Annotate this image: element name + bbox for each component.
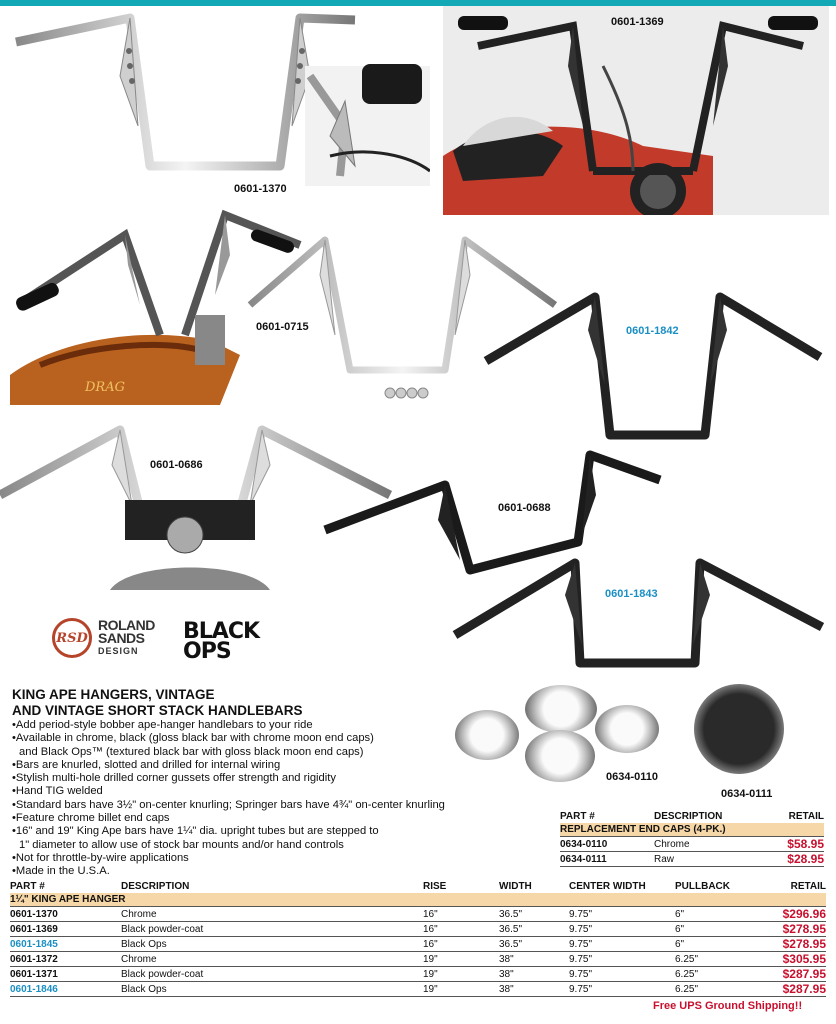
description: Black powder-coat bbox=[121, 967, 423, 982]
black-ops-logo-line2: OPS bbox=[183, 639, 231, 664]
description: Chrome bbox=[121, 907, 423, 922]
part-label-0601-0688: 0601-0688 bbox=[498, 502, 551, 514]
pullback: 6.25" bbox=[675, 982, 765, 997]
description: Black Ops bbox=[121, 982, 423, 997]
product-title-line1: KING APE HANGERS, VINTAGE bbox=[12, 687, 215, 702]
rsd-logo-line1: ROLAND bbox=[98, 616, 155, 633]
width: 38" bbox=[499, 967, 569, 982]
retail-price: $28.95 bbox=[764, 852, 824, 867]
description: Chrome bbox=[654, 837, 764, 852]
col-header-part: PART # bbox=[560, 811, 595, 822]
end-caps-table bbox=[560, 811, 824, 867]
width: 38" bbox=[499, 952, 569, 967]
rsd-logo-line3: DESIGN bbox=[98, 645, 139, 656]
feature-item: •16" and 19" King Ape bars have 1¼" dia. upright tubes but are stepped to bbox=[12, 825, 379, 838]
table-row bbox=[10, 967, 826, 982]
description: Chrome bbox=[121, 952, 423, 967]
pullback: 6" bbox=[675, 937, 765, 952]
col-header-description: DESCRIPTION bbox=[654, 811, 723, 822]
rise: 16" bbox=[423, 907, 499, 922]
description: Black powder-coat bbox=[121, 922, 423, 937]
table-row bbox=[10, 952, 826, 967]
part-number: 0634-0111 bbox=[560, 852, 654, 867]
king-ape-table bbox=[10, 881, 826, 997]
width: 38" bbox=[499, 982, 569, 997]
pullback: 6.25" bbox=[675, 952, 765, 967]
center-width: 9.75" bbox=[569, 937, 675, 952]
feature-item: •Not for throttle-by-wire applications bbox=[12, 851, 189, 864]
feature-item: •Made in the U.S.A. bbox=[12, 865, 110, 878]
rise: 19" bbox=[423, 967, 499, 982]
product-image-0601-1369 bbox=[443, 6, 829, 215]
table-row bbox=[560, 852, 824, 867]
feature-item: •Standard bars have 3½" on-center knurling; Springer bars have 4¾" on-center knurling bbox=[12, 798, 445, 811]
retail-price: $278.95 bbox=[765, 922, 826, 937]
col-header-part: PART # bbox=[10, 881, 45, 892]
pullback: 6" bbox=[675, 922, 765, 937]
feature-item: •Available in chrome, black (gloss black bar with chrome moon end caps) bbox=[12, 732, 374, 745]
col-header-rise: RISE bbox=[423, 881, 447, 892]
description: Raw bbox=[654, 852, 764, 867]
part-label-0601-0715: 0601-0715 bbox=[256, 321, 309, 333]
description: Black Ops bbox=[121, 937, 423, 952]
feature-item: •Feature chrome billet end caps bbox=[12, 812, 170, 825]
product-title-line2: AND VINTAGE SHORT STACK HANDLEBARS bbox=[12, 703, 303, 718]
table-row bbox=[10, 982, 826, 997]
center-width: 9.75" bbox=[569, 967, 675, 982]
feature-item: •Stylish multi-hole drilled corner gussets offer strength and rigidity bbox=[12, 772, 336, 785]
width: 36.5" bbox=[499, 922, 569, 937]
shipping-note: Free UPS Ground Shipping!! bbox=[653, 1000, 803, 1012]
rise: 16" bbox=[423, 937, 499, 952]
part-label-0601-1370: 0601-1370 bbox=[234, 183, 287, 195]
part-label-0634-0111: 0634-0111 bbox=[721, 788, 773, 800]
retail-price: $287.95 bbox=[765, 982, 826, 997]
feature-item: 1" diameter to allow use of stock bar mounts and/or hand controls bbox=[19, 838, 344, 851]
col-header-description: DESCRIPTION bbox=[121, 881, 190, 892]
col-header-retail: RETAIL bbox=[788, 811, 824, 822]
rsd-logo-line2: SANDS bbox=[98, 629, 145, 646]
col-header-pullback: PULLBACK bbox=[675, 881, 730, 892]
black-ops-logo bbox=[183, 619, 260, 664]
part-number: 0601-1846 bbox=[10, 982, 121, 997]
center-width: 9.75" bbox=[569, 922, 675, 937]
retail-price: $287.95 bbox=[765, 967, 826, 982]
col-header-center-width: CENTER WIDTH bbox=[569, 881, 646, 892]
roland-sands-logo bbox=[52, 618, 155, 658]
rsd-logo-mark: RSD bbox=[52, 618, 92, 658]
rise: 16" bbox=[423, 922, 499, 937]
part-label-0634-0110: 0634-0110 bbox=[606, 771, 658, 783]
width: 36.5" bbox=[499, 937, 569, 952]
table-section-heading: 1¼" KING APE HANGER bbox=[10, 893, 826, 907]
table-row bbox=[10, 922, 826, 937]
feature-list bbox=[12, 719, 445, 879]
table-row bbox=[10, 907, 826, 922]
table-section-heading: REPLACEMENT END CAPS (4-PK.) bbox=[560, 823, 824, 837]
part-number: 0601-1370 bbox=[10, 907, 121, 922]
part-label-0601-1369: 0601-1369 bbox=[611, 16, 664, 28]
feature-item: •Hand TIG welded bbox=[12, 785, 103, 798]
retail-price: $296.96 bbox=[765, 907, 826, 922]
pullback: 6" bbox=[675, 907, 765, 922]
product-image-0601-1370 bbox=[10, 6, 430, 196]
feature-item: •Bars are knurled, slotted and drilled for internal wiring bbox=[12, 758, 281, 771]
rise: 19" bbox=[423, 952, 499, 967]
width: 36.5" bbox=[499, 907, 569, 922]
part-label-0601-0686: 0601-0686 bbox=[150, 459, 203, 471]
rise: 19" bbox=[423, 982, 499, 997]
part-number: 0601-1369 bbox=[10, 922, 121, 937]
product-title bbox=[12, 687, 303, 719]
table-row bbox=[10, 937, 826, 952]
black-ops-logo-line1: BLACK bbox=[183, 619, 260, 644]
product-image-0634-0111 bbox=[690, 680, 790, 780]
part-number: 0601-1371 bbox=[10, 967, 121, 982]
retail-price: $58.95 bbox=[764, 837, 824, 852]
product-image-0601-1843 bbox=[450, 555, 830, 670]
pullback: 6.25" bbox=[675, 967, 765, 982]
part-label-0601-1842: 0601-1842 bbox=[626, 325, 679, 337]
table-row bbox=[560, 837, 824, 852]
part-number: 0634-0110 bbox=[560, 837, 654, 852]
center-width: 9.75" bbox=[569, 952, 675, 967]
part-number: 0601-1845 bbox=[10, 937, 121, 952]
feature-item: •Add period-style bobber ape-hanger handlebars to your ride bbox=[12, 719, 313, 731]
center-width: 9.75" bbox=[569, 982, 675, 997]
part-number: 0601-1372 bbox=[10, 952, 121, 967]
product-image-0601-1842 bbox=[480, 285, 830, 445]
feature-item: and Black Ops™ (textured black bar with gloss black moon end caps) bbox=[19, 745, 364, 758]
tank-graphic-text: DRAG bbox=[85, 380, 125, 395]
center-width: 9.75" bbox=[569, 907, 675, 922]
part-label-0601-1843: 0601-1843 bbox=[605, 588, 658, 600]
retail-price: $278.95 bbox=[765, 937, 826, 952]
retail-price: $305.95 bbox=[765, 952, 826, 967]
col-header-width: WIDTH bbox=[499, 881, 532, 892]
col-header-retail: RETAIL bbox=[790, 881, 826, 892]
